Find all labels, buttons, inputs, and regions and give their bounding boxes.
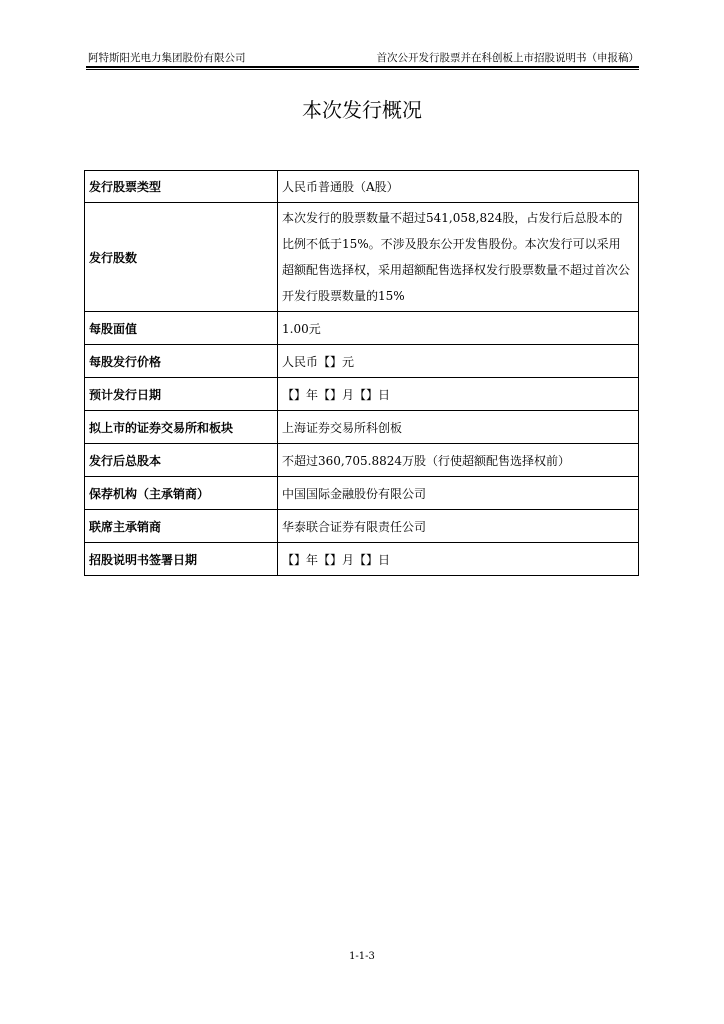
page-title: 本次发行概况 [302,98,422,122]
row-value: 本次发行的股票数量不超过541,058,824股，占发行后总股本的比例不低于15%。不涉及股东公开发售股份。本次发行可以采用超额配售选择权，采用超额配售选择权发行股票数量不超过首次公开发行股票数量的15% [278,203,639,312]
row-label: 预计发行日期 [85,378,278,411]
header-rule-thick [86,66,639,68]
row-label: 每股发行价格 [85,345,278,378]
row-label: 发行股数 [85,203,278,312]
table-row [85,203,639,312]
table-row [85,510,639,543]
table-row [85,543,639,576]
row-value: 不超过360,705.8824万股（行使超额配售选择权前） [278,444,639,477]
row-value: 【】年【】月【】日 [278,378,639,411]
table-row [85,444,639,477]
running-header [88,50,639,66]
row-label: 发行后总股本 [85,444,278,477]
header-document-name: 首次公开发行股票并在科创板上市招股说明书（申报稿） [376,52,639,64]
page-number: 1-1-3 [349,951,375,962]
row-label: 发行股票类型 [85,171,278,203]
row-value: 人民币普通股（A股） [278,171,639,203]
row-value: 人民币【】元 [278,345,639,378]
header-company-name: 阿特斯阳光电力集团股份有限公司 [88,52,246,64]
row-label: 保荐机构（主承销商） [85,477,278,510]
header-rule-thin [86,69,639,70]
row-value: 1.00元 [278,312,639,345]
table-row [85,312,639,345]
table-row [85,378,639,411]
table-row [85,345,639,378]
row-value: 上海证券交易所科创板 [278,411,639,444]
row-value: 【】年【】月【】日 [278,543,639,576]
table-row [85,171,639,203]
row-label: 每股面值 [85,312,278,345]
table-row [85,477,639,510]
row-value: 华泰联合证券有限责任公司 [278,510,639,543]
row-label: 拟上市的证券交易所和板块 [85,411,278,444]
row-label: 联席主承销商 [85,510,278,543]
row-label: 招股说明书签署日期 [85,543,278,576]
row-value: 中国国际金融股份有限公司 [278,477,639,510]
offering-overview-table [84,170,639,576]
table-row [85,411,639,444]
